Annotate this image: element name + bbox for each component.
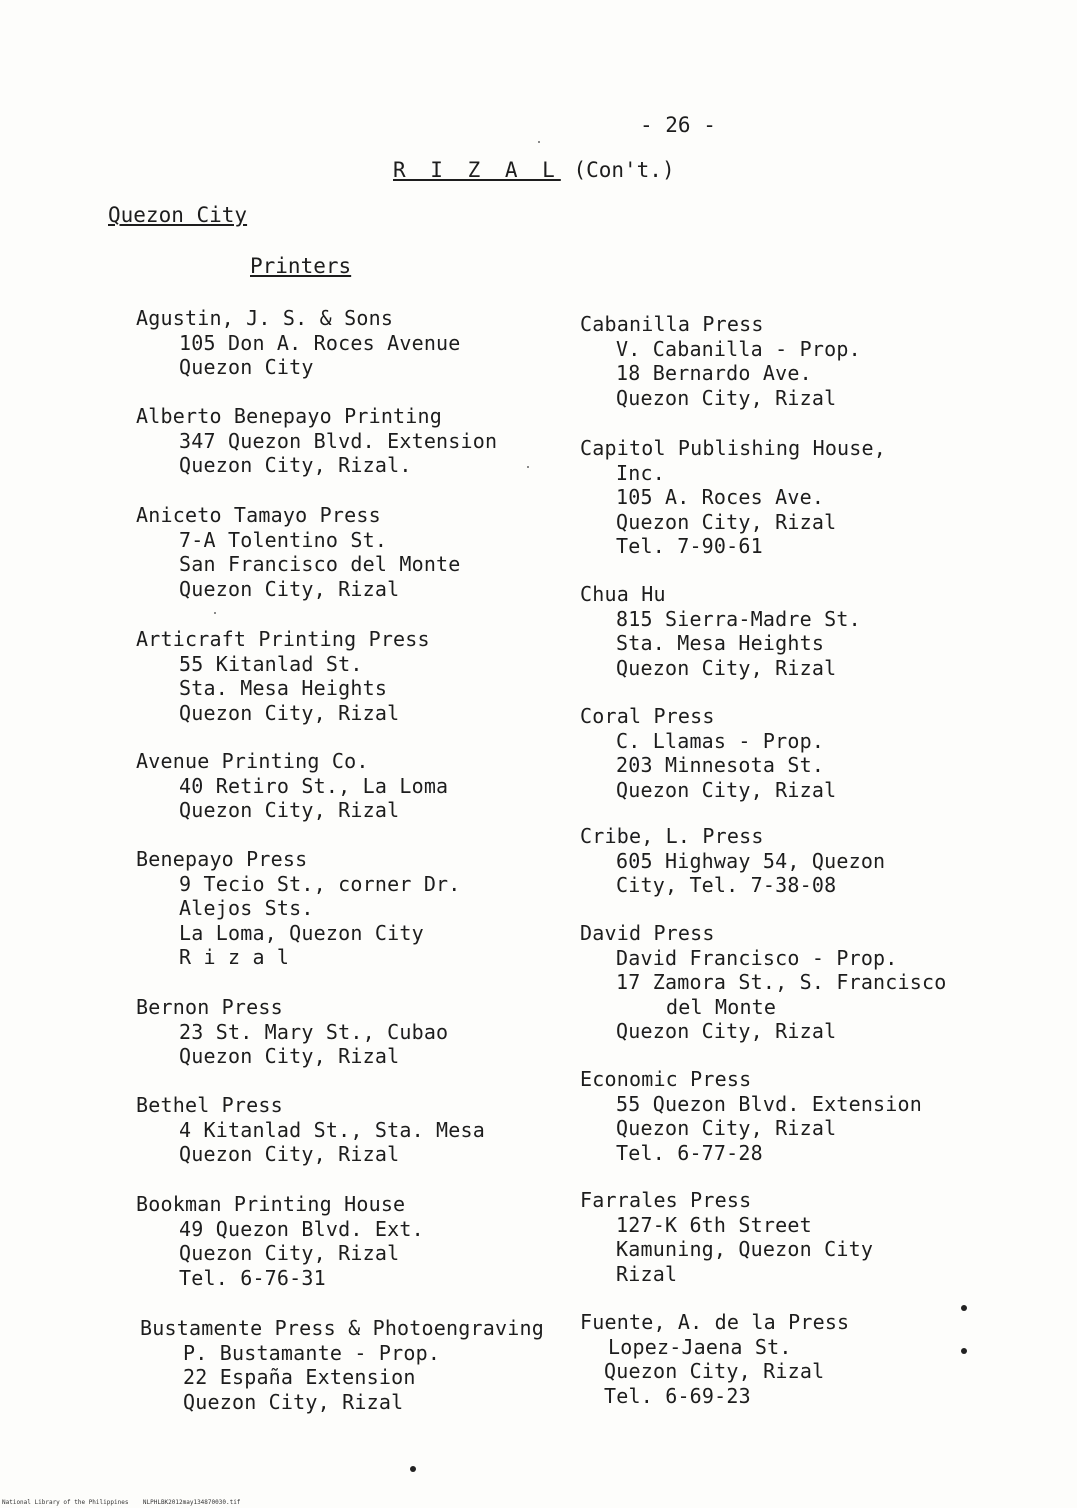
entry-address-line: 55 Kitanlad St. [179,651,363,676]
entry-name: Cribe, L. Press [580,824,764,848]
entry-address-line: Kamuning, Quezon City [616,1237,874,1262]
listing-entry [580,824,885,898]
heading-title: R I Z A L [393,158,561,182]
entry-address-line: Quezon City, Rizal [616,777,837,802]
listing-entry [580,704,836,802]
entry-address-line: Sta. Mesa Heights [179,676,388,701]
listing-entry [136,1093,485,1167]
entry-name: Economic Press [580,1067,752,1091]
entry-address-line: Lopez-Jaena St. [608,1334,792,1359]
entry-address-line: Quezon City, Rizal [616,1116,837,1141]
listing-entry [136,503,461,601]
entry-name: Aniceto Tamayo Press [136,503,381,527]
listing-entry [136,847,461,970]
entry-name: Benepayo Press [136,847,308,871]
entry-address-line: 49 Quezon Blvd. Ext. [179,1216,424,1241]
entry-address-line: Quezon City, Rizal [179,576,400,601]
listing-entry [136,1192,424,1290]
entry-address-line: 347 Quezon Blvd. Extension [179,428,498,453]
entry-address-line: San Francisco del Monte [179,552,461,577]
listing-entry [136,995,448,1069]
entry-name: David Press [580,921,715,945]
entry-name: Bookman Printing House [136,1192,406,1216]
page-number: - 26 - [640,113,716,137]
entry-address-line: 55 Quezon Blvd. Extension [616,1091,923,1116]
entry-address-line: 17 Zamora St., S. Francisco [616,970,947,995]
entry-address-line: 9 Tecio St., corner Dr. [179,871,461,896]
entry-address-line: 40 Retiro St., La Loma [179,773,449,798]
entry-name: Agustin, J. S. & Sons [136,306,394,330]
entry-address-line: 105 Don A. Roces Avenue [179,330,461,355]
entry-address-line: 23 St. Mary St., Cubao [179,1019,449,1044]
section-title: Quezon City [108,203,248,227]
scan-dot [961,1348,967,1354]
entry-address-line: R i z a l [179,945,290,970]
listing-entry [580,312,861,410]
entry-address-line: Quezon City, Rizal [179,798,400,823]
entry-address-line: Rizal [616,1261,678,1286]
category-title: Printers [250,254,352,278]
entry-address-line: La Loma, Quezon City [179,920,424,945]
listing-entry [136,627,430,725]
listing-entry [580,1067,922,1165]
entry-address-line: del Monte [666,994,777,1019]
entry-address-line: Tel. 7-90-61 [616,534,763,559]
entry-address-line: Quezon City, Rizal. [179,453,412,478]
listing-entry [580,1188,873,1286]
entry-name: Capitol Publishing House, [580,436,887,460]
listing-entry [136,749,448,823]
listing-entry [580,921,947,1044]
page-heading [393,158,675,182]
entry-address-line: Quezon City [179,355,314,380]
entry-address-line: 815 Sierra-Madre St. [616,606,861,631]
listing-entry [136,306,461,380]
scan-speck [538,141,540,143]
entry-address-line: 105 A. Roces Ave. [616,485,825,510]
entry-address-line: Quezon City, Rizal [179,1142,400,1167]
entry-address-line: 203 Minnesota St. [616,753,825,778]
entry-address-line: Quezon City, Rizal [616,655,837,680]
entry-address-line: City, Tel. 7-38-08 [616,873,837,898]
footer-note: National Library of the Philippines NLPHLBK2012may134870030.tif [2,1499,241,1506]
scan-speck [527,466,529,468]
entry-address-line: Quezon City, Rizal [179,700,400,725]
entry-name: Farrales Press [580,1188,752,1212]
entry-address-line: Alejos Sts. [179,896,314,921]
entry-address-line: Tel. 6-77-28 [616,1140,763,1165]
entry-name: Alberto Benepayo Printing [136,404,443,428]
entry-address-line: Sta. Mesa Heights [616,631,825,656]
entry-name: Avenue Printing Co. [136,749,369,773]
entry-address-line: 22 España Extension [183,1365,416,1390]
entry-address-line: Tel. 6-69-23 [604,1383,751,1408]
entry-name: Coral Press [580,704,715,728]
scan-dot [410,1466,416,1472]
entry-address-line: Quezon City, Rizal [179,1241,400,1266]
entry-address-line: Quezon City, Rizal [616,509,837,534]
entry-address-line: 7-A Tolentino St. [179,527,388,552]
entry-address-line: Inc. [616,460,665,485]
entry-address-line: Quezon City, Rizal [179,1044,400,1069]
entry-address-line: Tel. 6-76-31 [179,1265,326,1290]
listing-entry [580,582,861,680]
entry-name: Chua Hu [580,582,666,606]
entry-address-line: 18 Bernardo Ave. [616,361,812,386]
entry-name: Bethel Press [136,1093,283,1117]
entry-name: Bernon Press [136,995,283,1019]
entry-name: Bustamente Press & Photoengraving [140,1316,544,1340]
entry-address-line: David Francisco - Prop. [616,945,898,970]
entry-address-line: C. Llamas - Prop. [616,728,825,753]
listing-entry [140,1316,544,1414]
entry-address-line: Quezon City, Rizal [616,385,837,410]
entry-name: Cabanilla Press [580,312,764,336]
entry-address-line: V. Cabanilla - Prop. [616,336,861,361]
entry-address-line: Quezon City, Rizal [604,1359,825,1384]
entry-name: Articraft Printing Press [136,627,430,651]
entry-address-line: Quezon City, Rizal [616,1019,837,1044]
entry-address-line: Quezon City, Rizal [183,1389,404,1414]
entry-address-line: 4 Kitanlad St., Sta. Mesa [179,1117,486,1142]
entry-address-line: P. Bustamante - Prop. [183,1340,441,1365]
listing-entry [136,404,497,478]
scan-dot [961,1305,967,1311]
entry-address-line: 605 Highway 54, Quezon [616,848,886,873]
listing-entry [580,1310,849,1408]
heading-suffix: (Con't.) [560,158,675,182]
scan-speck [214,612,216,614]
entry-address-line: 127-K 6th Street [616,1212,812,1237]
entry-name: Fuente, A. de la Press [580,1310,850,1334]
listing-entry [580,436,886,559]
